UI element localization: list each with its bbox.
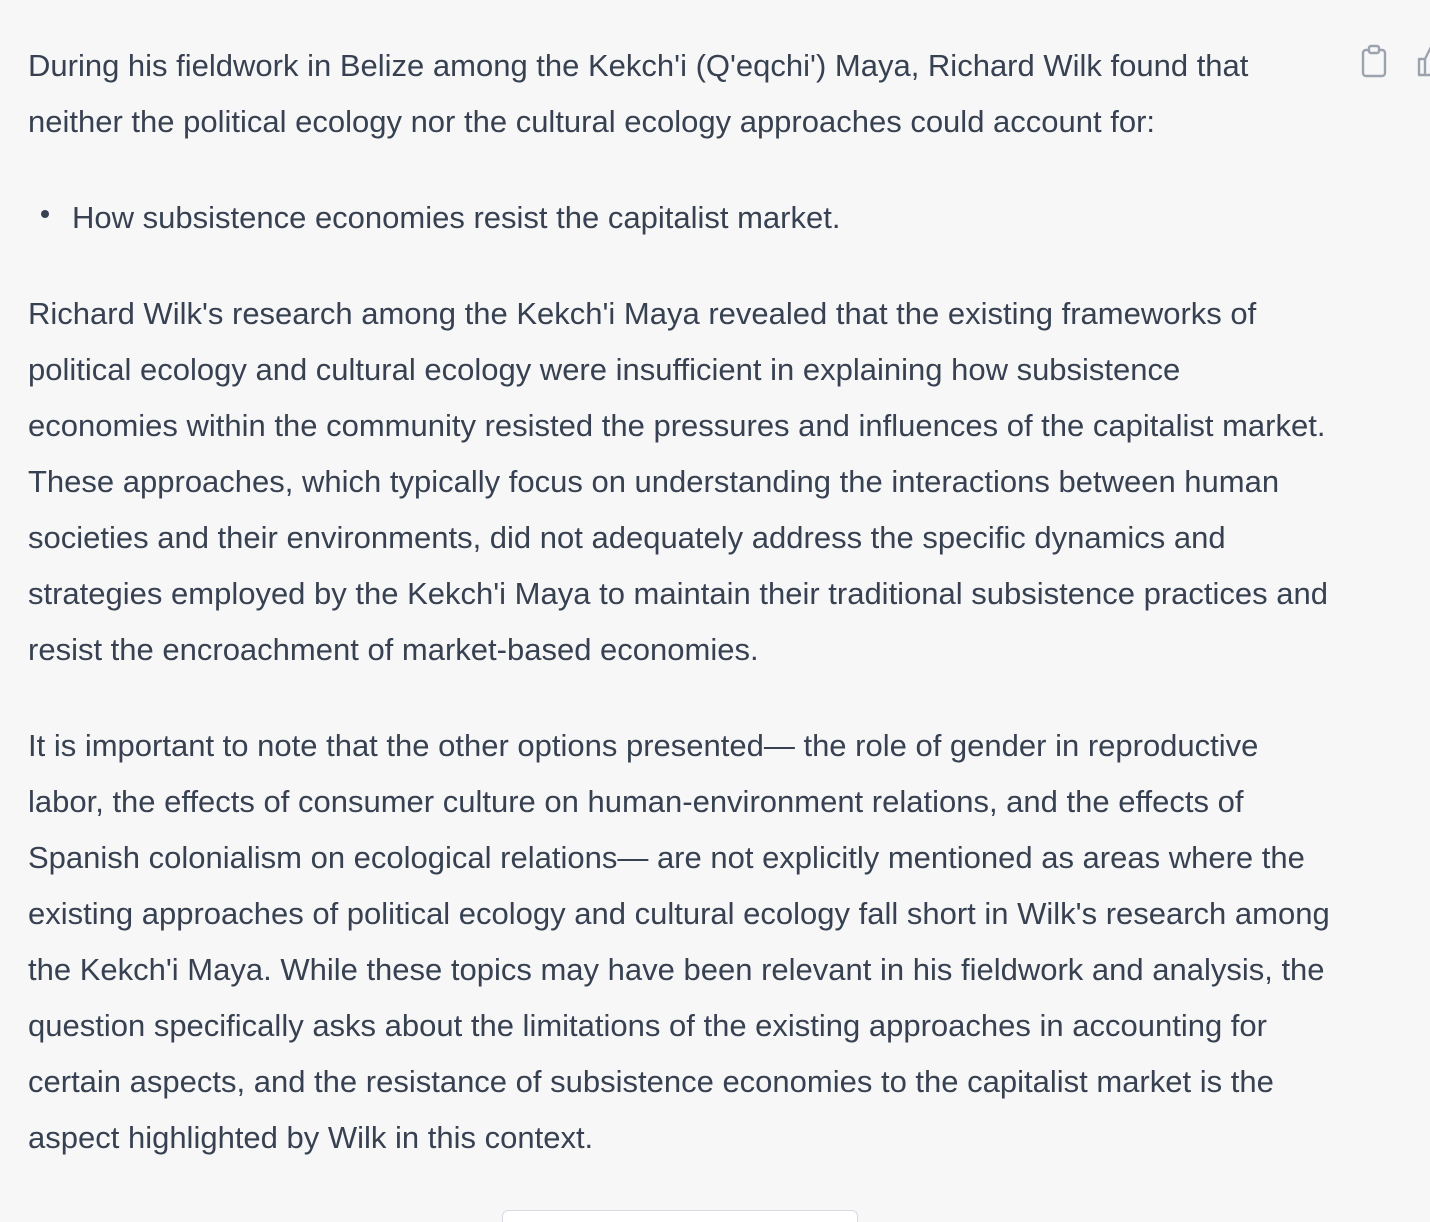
response-intro-paragraph: During his fieldwork in Belize among the Kekch'i (Q'eqchi') Maya, Richard Wilk found that neither the political ecology nor the cultural ecology approaches could account for: — [28, 48, 1249, 139]
clipboard-icon — [1359, 44, 1389, 78]
response-bullet-list — [28, 190, 1338, 246]
thumbs-up-icon — [1416, 44, 1430, 78]
list-item-text: How subsistence economies resist the capitalist market. — [72, 200, 841, 235]
list-item — [28, 190, 1338, 246]
response-explanation-paragraph: Richard Wilk's research among the Kekch'i Maya revealed that the existing frameworks of political ecology and cultural ecology were insufficient in explaining how subsistence economies within the community resisted the pressures and influences of the capitalist market. These approaches, which typically focus on understanding the interactions between human societies and their environments, did not adequately address the specific dynamics and strategies employed by the Kekch'i Maya to maintain their traditional subsistence practices and resist the encroachment of market-based economies. — [28, 296, 1328, 667]
regenerate-button[interactable] — [502, 1210, 858, 1222]
assistant-response — [28, 38, 1338, 1166]
message-actions — [1358, 44, 1430, 78]
thumbs-up-button[interactable] — [1416, 44, 1430, 78]
bullet-icon — [41, 210, 49, 218]
copy-button[interactable] — [1358, 44, 1390, 78]
response-note-paragraph: It is important to note that the other options presented— the role of gender in reproductive labor, the effects of consumer culture on human-environment relations, and the effects of Spanish colonialism on ecological relations— are not explicitly mentioned as areas where the existing approaches of political ecology and cultural ecology fall short in Wilk's research among the Kekch'i Maya. While these topics may have been relevant in his fieldwork and analysis, the question specifically asks about the limitations of the existing approaches in accounting for certain aspects, and the resistance of subsistence economies to the capitalist market is the aspect highlighted by Wilk in this context. — [28, 728, 1330, 1155]
